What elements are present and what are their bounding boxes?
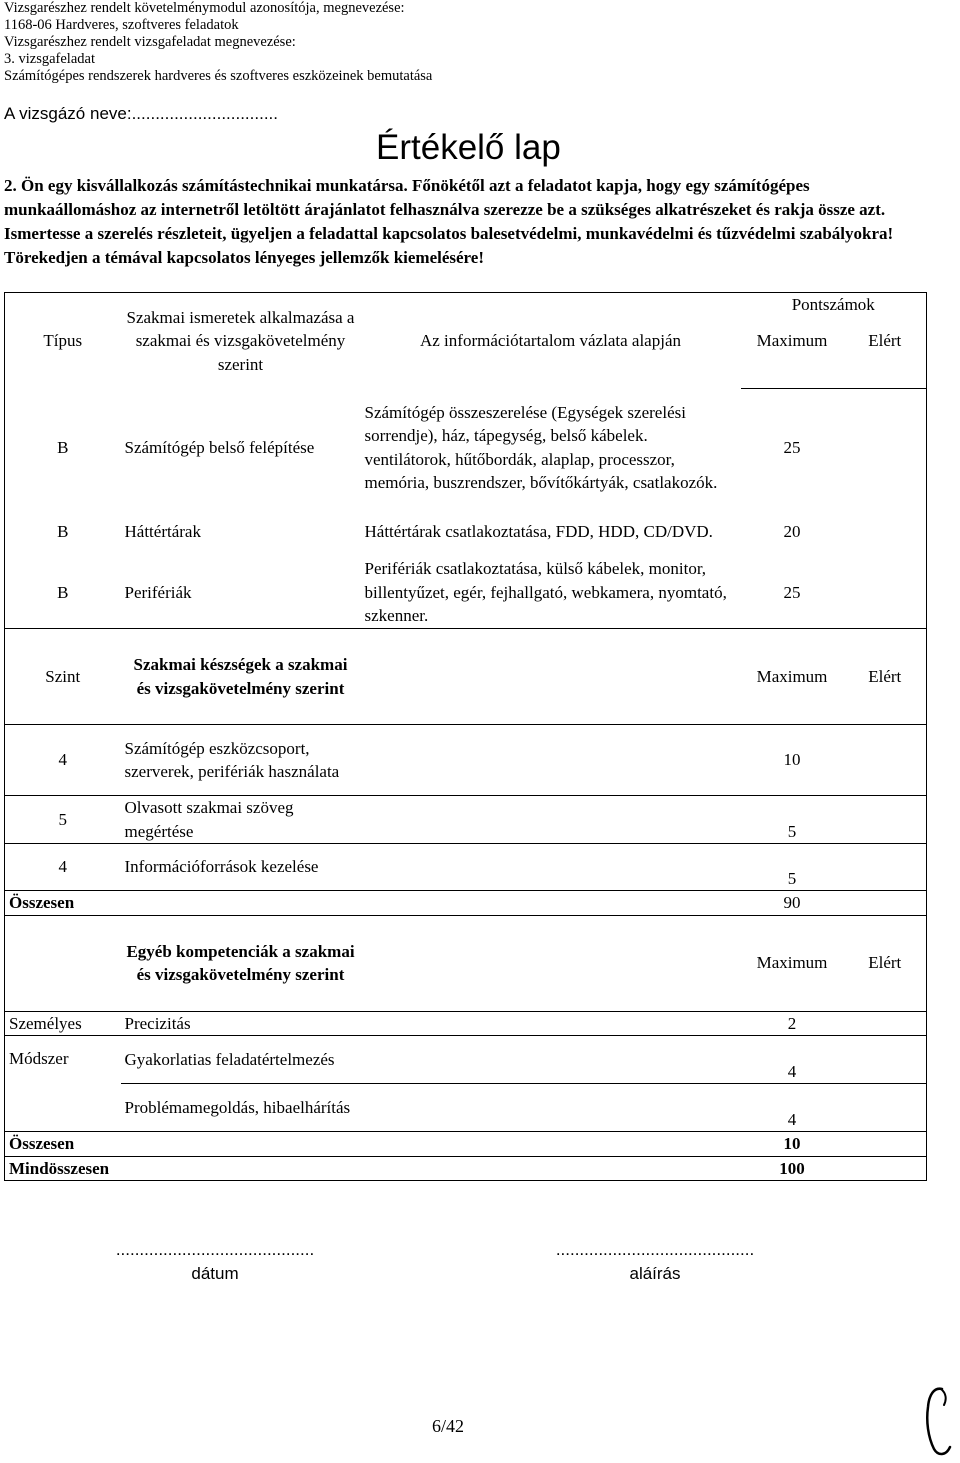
page-title: Értékelő lap (376, 128, 561, 167)
date-signature-block (80, 1238, 350, 1286)
empty-cell (361, 844, 741, 891)
category-cell: Személyes (5, 1011, 121, 1036)
achieved-cell (844, 891, 927, 916)
max-cell: 4 (741, 1036, 844, 1084)
achieved-cell (844, 796, 927, 844)
header-line: 3. vizsgafeladat (4, 51, 95, 67)
date-dots: .......................................... (115, 1240, 315, 1259)
max-cell: 25 (783, 438, 801, 457)
item-cell: Gyakorlatias feladatértelmezés (121, 1036, 361, 1084)
subtotal-value: 10 (741, 1132, 844, 1157)
empty-cell (361, 1011, 741, 1036)
item-cell: Problémamegoldás, hibaelhárítás (121, 1084, 361, 1132)
empty-cell (361, 796, 741, 844)
other-header-title: Egyéb kompetenciák a szakmai és vizsgakövetelmény szerint (121, 915, 361, 1011)
grand-total-value: 100 (741, 1156, 844, 1181)
header-line: 1168-06 Hardveres, szoftveres feladatok (4, 17, 239, 33)
other-header-maximum: Maximum (741, 915, 844, 1011)
date-label: dátum (191, 1264, 239, 1283)
header-filler (844, 365, 927, 389)
item-cell: Számítógép belső felépítése (124, 437, 315, 457)
col-header-maximum: Maximum (756, 330, 828, 350)
item-cell: Háttértárak (124, 521, 201, 541)
table-row (5, 1084, 927, 1132)
max-cell: 4 (741, 1084, 844, 1132)
subtotal-label: Összesen (5, 1132, 741, 1157)
achieved-cell (844, 725, 927, 796)
other-header-achieved: Elért (844, 915, 927, 1011)
achieved-cell (844, 1011, 927, 1036)
grand-total-row (5, 1156, 927, 1181)
header-filler (361, 915, 741, 1011)
header-line: Vizsgarészhez rendelt vizsgafeladat megnevezése: (4, 34, 296, 50)
signature-dots: .......................................... (555, 1240, 755, 1259)
table-row (5, 844, 927, 891)
table-row (5, 389, 927, 507)
page-number: 6/42 (432, 1416, 465, 1436)
outline-cell: Perifériák csatlakoztatása, külső kábelek, monitor, billentyűzet, egér, fejhallgató, webkamera, nyomtató, szkenner. (361, 557, 741, 629)
category-cell: Módszer (5, 1036, 121, 1132)
empty-cell (361, 1084, 741, 1132)
signature-block (520, 1238, 790, 1286)
grand-total-label: Mindösszesen (5, 1156, 741, 1181)
table-row (5, 507, 927, 557)
handwritten-initial-icon (920, 1385, 954, 1459)
max-cell: 5 (741, 844, 844, 891)
max-cell: 5 (741, 796, 844, 844)
skills-header-level: Szint (5, 629, 121, 725)
item-cell: Perifériák (121, 557, 361, 629)
max-cell: 25 (741, 557, 844, 629)
task-description: 2. Ön egy kisvállalkozás számítástechnikai munkatársa. Főnökétől azt a feladatot kapja, hogy egy számítógépes munkaállomáshoz az internetről letöltött árajánlatot felhasználva szerezze be a szükséges alkatrészeket és rakja össze azt. Ismertesse a szerelés részleteit, ügyeljen a feladattal kapcsolatos balesetvédelmi, munkavédelmi és tűzvédelmi szabályokra! Törekedjen a témával kapcsolatos lényeges jellemzők kiemelésére! (4, 176, 894, 267)
item-cell: Számítógép eszközcsoport, szerverek, perifériák használata (121, 725, 361, 796)
achieved-cell (844, 557, 927, 629)
col-header-points: Pontszámok (741, 293, 927, 317)
col-header-achieved: Elért (844, 317, 927, 365)
empty-cell (361, 1036, 741, 1084)
table-row (5, 796, 927, 844)
outline-cell: Számítógép összeszerelése (Egységek szerelési sorrendje), ház, tápegység, belső kábelek. ventilátorok, hűtőbordák, alaplap, processzor, memória, buszrendszer, bővítőkártyák, csatlakozók. (364, 402, 718, 492)
col-header-knowledge: Szakmai ismeretek alkalmazása a szakmai és vizsgakövetelmény szerint (121, 293, 361, 389)
level-cell: 4 (5, 725, 121, 796)
max-cell: 2 (741, 1011, 844, 1036)
subtotal-row (5, 1132, 927, 1157)
header-line: Számítógépes rendszerek hardveres és szoftveres eszközeinek bemutatása (4, 68, 433, 84)
skills-header-title: Szakmai készségek a szakmai és vizsgakövetelmény szerint (121, 629, 361, 725)
evaluation-table (4, 292, 927, 1181)
empty-cell (361, 725, 741, 796)
signature-label: aláírás (629, 1264, 681, 1283)
candidate-name-label: A vizsgázó neve:............................... (4, 104, 278, 123)
subtotal-value: 90 (741, 891, 844, 916)
header-filler (361, 629, 741, 725)
outline-cell: Háttértárak csatlakoztatása, FDD, HDD, CD/DVD. (364, 521, 713, 541)
achieved-cell (844, 844, 927, 891)
table-row (5, 1011, 927, 1036)
col-header-outline: Az információtartalom vázlata alapján (361, 293, 741, 389)
max-cell: 20 (783, 521, 801, 541)
header-filler (5, 915, 121, 1011)
table-row (5, 725, 927, 796)
item-cell: Precizitás (121, 1011, 361, 1036)
table-row (5, 557, 927, 629)
document-header (4, 0, 432, 85)
table-row (5, 1036, 927, 1084)
achieved-cell (844, 1132, 927, 1157)
subtotal-row (5, 891, 927, 916)
max-cell: 10 (741, 725, 844, 796)
achieved-cell (844, 1036, 927, 1084)
achieved-cell (844, 1156, 927, 1181)
subtotal-label: Összesen (5, 891, 741, 916)
item-cell: Olvasott szakmai szöveg megértése (121, 796, 361, 844)
level-cell: 5 (5, 796, 121, 844)
header-filler (741, 365, 844, 389)
skills-header-achieved: Elért (844, 629, 927, 725)
achieved-cell (844, 507, 927, 557)
achieved-cell (844, 389, 927, 507)
type-cell: B (5, 389, 121, 507)
achieved-cell (844, 1084, 927, 1132)
type-cell: B (5, 507, 121, 557)
item-cell: Információforrások kezelése (121, 844, 361, 891)
header-line: Vizsgarészhez rendelt követelménymodul azonosítója, megnevezése: (4, 0, 405, 16)
level-cell: 4 (5, 844, 121, 891)
col-header-type: Típus (5, 293, 121, 389)
skills-header-maximum: Maximum (741, 629, 844, 725)
type-cell: B (5, 557, 121, 629)
